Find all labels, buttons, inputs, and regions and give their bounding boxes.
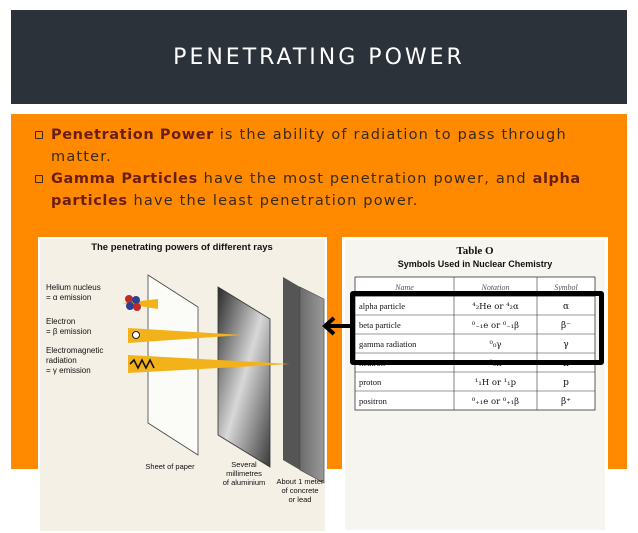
slide-header (11, 10, 627, 104)
table-o-title: Table O (456, 245, 494, 257)
arrow-left-icon (320, 315, 354, 337)
table-o-header-cell: Symbol (554, 283, 578, 292)
table-o-name-cell: neutron (359, 358, 385, 368)
bullet-marker-icon (35, 175, 43, 183)
table-o-name-cell: alpha particle (359, 301, 406, 311)
bullet-item (33, 124, 618, 168)
slide-body (11, 114, 627, 504)
aluminium-label-1: Several (231, 460, 257, 469)
table-o-subtitle: Symbols Used in Nuclear Chemistry (397, 259, 553, 269)
table-o-name-cell: proton (359, 377, 382, 387)
alpha-particle (133, 303, 141, 311)
table-o-notation-cell: ¹₁H or ¹₁p (474, 378, 517, 388)
em-emission-label: = γ emission (46, 366, 91, 375)
alpha-particle (126, 302, 134, 310)
table-o-symbol-cell: β⁺ (561, 397, 571, 407)
bullet-text-2: have the least penetration power. (133, 193, 419, 209)
bullet-list (33, 124, 618, 212)
electron-label: Electron (46, 317, 76, 326)
highlight-box (350, 291, 604, 365)
bullet-item (33, 168, 618, 212)
table-o-symbol-cell: α (562, 302, 570, 312)
aluminium-label-3: of aluminium (222, 478, 266, 487)
table-o-name-cell: positron (359, 396, 387, 406)
bullet-term: Gamma Particles (51, 171, 198, 187)
table-o-figure (342, 237, 608, 533)
aluminium-label-2: millimetres (226, 469, 262, 478)
table-o-notation-cell: ⁴₂He or ⁴₂α (472, 302, 519, 312)
paper-label: Sheet of paper (145, 462, 195, 471)
bullet-term-2: alpha particles (51, 171, 581, 209)
concrete-label-3: or lead (288, 495, 312, 504)
rays-figure-title: The penetrating powers of different rays (91, 242, 273, 253)
helium-label: Helium nucleus (46, 283, 101, 292)
em-label: Electromagnetic (46, 346, 104, 355)
concrete-label-1: About 1 meter (276, 477, 324, 486)
table-o-name-cell: gamma radiation (359, 339, 417, 349)
table-o-header-cell: Name (395, 283, 414, 292)
concrete-label-2: of concrete (281, 486, 319, 495)
bullet-text: have the most penetration power, and (203, 171, 527, 187)
rays-figure (38, 237, 327, 533)
table-o-symbol-cell: γ (563, 340, 569, 350)
bullet-marker-icon (35, 131, 43, 139)
helium-emission-label: = α emission (46, 293, 92, 302)
bullet-text: is the ability of radiation to pass through matter. (51, 127, 567, 165)
electron-emission-label: = β emission (46, 327, 92, 336)
table-o-symbol-cell: n (563, 359, 569, 369)
table-o-notation-cell: ⁰₀γ (489, 340, 502, 350)
table-o-symbol-cell: p (563, 378, 569, 388)
slide-title: PENETRATING POWER (173, 44, 465, 70)
table-o-notation-cell: ¹₀n (489, 359, 502, 369)
bullet-term: Penetration Power (51, 127, 214, 143)
alpha-particle (132, 296, 140, 304)
concrete-block-side (283, 277, 300, 470)
aluminium-plate (218, 287, 270, 467)
table-o-name-cell: beta particle (359, 320, 401, 330)
em-label-2: radiation (46, 356, 77, 365)
table-o-header-cell: Notation (481, 283, 510, 292)
electron-particle (133, 332, 140, 339)
table-o-notation-cell: ⁰₊₁e or ⁰₊₁β (471, 397, 520, 407)
table-o-symbol-cell: β⁻ (561, 321, 571, 331)
table-o-notation-cell: ⁰₋₁e or ⁰₋₁β (471, 321, 520, 331)
alpha-particle (125, 295, 133, 303)
